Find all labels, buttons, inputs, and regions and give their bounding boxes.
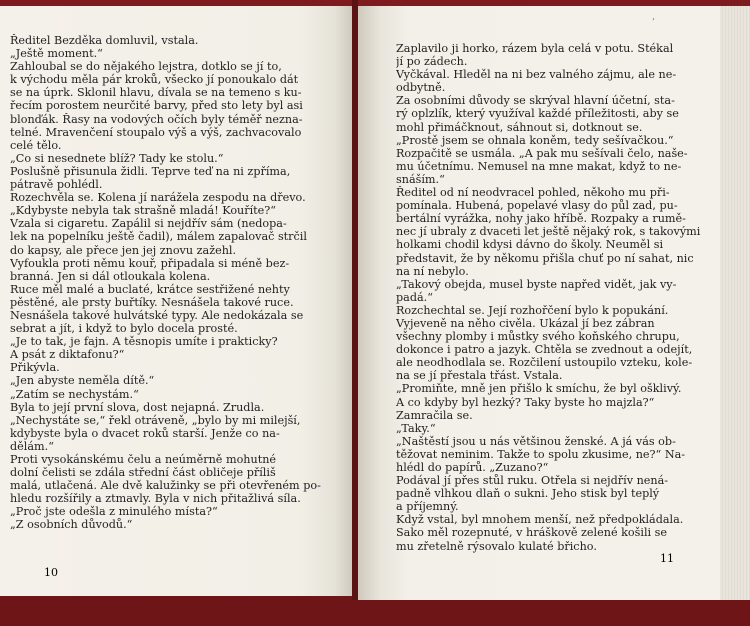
text-line: Když vstal, byl mnohem menší, než předpokládala. [396, 513, 684, 527]
text-line: celé tělo. [10, 138, 62, 152]
text-line: mohl přimáčknout, sáhnout si, dotknout se. [396, 120, 643, 134]
text-line: Rozchechtal se. Její rozhořčení bylo k popukání. [396, 303, 669, 317]
text-line: hledu rozšířily a ztmavly. Byla v nich přitažlivá síla. [10, 492, 301, 506]
text-line: „Kdybyste nebyla tak strašně mladá! Kouříte?“ [10, 204, 277, 218]
text-line: Rozechvěla se. Kolena jí narážela zespodu na dřevo. [10, 191, 306, 205]
text-line: „Je to tak, je fajn. A těsnopis umíte i prakticky? [10, 335, 278, 349]
text-line: „Prostě jsem se ohnala koněm, tedy sešívačkou.“ [396, 133, 674, 147]
text-line: kdybyste byla o dvacet roků starší. Jenže co na- [10, 426, 280, 440]
text-line: odbytně. [396, 81, 446, 95]
text-line: Nesnášela takové hulvátské typy. Ale nedokázala se [10, 308, 304, 322]
text-line: „Promiňte, mně jen přišlo k smíchu, že byl ošklivý. [396, 382, 682, 396]
text-line: blonďák. Řasy na vodových očích byly téměř nezna- [10, 112, 303, 126]
text-line: jí po zádech. [396, 55, 468, 69]
text-line: a příjemný. [396, 500, 459, 514]
right-page-number: 11 [660, 552, 674, 565]
text-line: holkami chodil kdysi dávno do školy. Neuměl si [396, 238, 664, 252]
text-line: Poslušně přisunula židli. Teprve teď na ni zpříma, [10, 164, 291, 178]
text-line: Ředitel Bezděka domluvil, vstala. [10, 34, 199, 47]
text-line: „Proč jste odešla z minulého místa?“ [10, 505, 218, 519]
text-line: A co kdyby byl hezký? Taky byste ho majzla?“ [396, 395, 655, 409]
text-line: Vyfoukla proti němu kouř, připadala si méně bez- [10, 256, 290, 270]
text-line: pomínala. Hubená, popelavé vlasy do půl zad, pu- [396, 199, 678, 213]
text-line: A psát z diktafonu?“ [10, 348, 125, 362]
text-line: „Takový obejda, musel byste napřed vidět, jak vy- [396, 277, 677, 291]
text-line: Sako měl rozepnuté, v hráškově zelené košili se [396, 526, 668, 540]
text-line: dělám.“ [10, 439, 54, 453]
text-line: „Naštěstí jsou u nás většinou ženské. A já vás ob- [396, 434, 676, 448]
text-line: „Zatím se nechystám.“ [10, 387, 139, 401]
text-line: „Z osobních důvodů.“ [10, 518, 133, 532]
right-page [358, 6, 720, 600]
text-line: „Nechystáte se,“ řekl otráveně, „bylo by mi milejší, [10, 413, 301, 427]
text-line: těžovat neminim. Takže to spolu zkusime, ne?“ Na- [396, 447, 686, 461]
left-page [0, 6, 352, 596]
text-line: Ředitel od ní neodvracel pohled, někoho mu při- [396, 186, 670, 200]
text-line: Vyjeveně na něho civěla. Ukázal jí bez zábran [396, 316, 655, 330]
text-line: pátravě pohlédl. [10, 178, 103, 192]
text-line: všechny plomby i můstky svého koňského chrupu, [396, 330, 680, 344]
text-line: „Taky.“ [396, 421, 436, 435]
text-line: na ní nebylo. [396, 264, 469, 278]
text-line: pěstěné, ale prsty buřtíky. Nesnášela takové ruce. [10, 295, 294, 309]
left-page-text [10, 34, 334, 532]
text-line: lek na popelníku ještě čadil), málem zapalovač strčil [10, 230, 307, 244]
text-line: „Ještě moment.“ [10, 47, 103, 61]
text-line: bertální vyrážka, nohy jako hříbě. Rozpaky a rumě- [396, 212, 686, 226]
text-line: hlédl do papírů. „Zuzano?“ [396, 461, 549, 474]
book-cover-edge [0, 596, 750, 626]
text-line: telné. Mravenčení stoupalo výš a výš, zachvacovalo [10, 125, 302, 139]
text-line: dokonce i patro a jazyk. Chtěla se zvednout a odejít, [396, 343, 693, 357]
text-line: „Jen abyste neměla dítě.“ [10, 374, 155, 388]
text-line: Zahloubal se do nějakého lejstra, dotklo se jí to, [10, 60, 282, 74]
right-page-text [396, 42, 708, 553]
text-line: padně vlhkou dlaň o sukni. Jeho stisk byl teplý [396, 487, 660, 501]
text-line: rý oplzlík, který využíval každé příležitosti, aby se [396, 107, 679, 121]
text-line: Podával jí přes stůl ruku. Otřela si nejdřív nená- [396, 474, 669, 488]
text-line: Ruce měl malé a buclaté, krátce sestřižené nehty [10, 282, 290, 296]
text-line: Byla to její první slova, dost nejapná. Zrudla. [10, 400, 265, 414]
text-line: Zaplavilo ji horko, rázem byla celá v potu. Stékal [396, 42, 674, 55]
text-line: se na úprk. Sklonil hlavu, dívala se na temeno s ku- [10, 86, 302, 100]
text-line: sebrat a jít, i když to bylo docela prosté. [10, 322, 238, 336]
text-line: Vyčkával. Hleděl na ni bez valného zájmu, ale ne- [396, 68, 677, 82]
text-line: do kapsy, ale přece jen jej znovu zažehl. [10, 243, 237, 257]
text-line: ale neodhodlala se. Rozčilení ustoupilo vzteku, kole- [396, 356, 693, 370]
corner-mark: ’ [652, 18, 655, 28]
text-line: dolní čelisti se zdála střední část obličeje příliš [10, 466, 276, 480]
text-line: představit, že by někomu přišla chuť po ní sahat, nic [396, 251, 694, 265]
text-line: Zamračila se. [396, 408, 473, 422]
text-line: „Co si nesednete blíž? Tady ke stolu.“ [10, 151, 224, 165]
text-line: snáším.“ [396, 172, 445, 186]
text-line: malá, utlačená. Ale dvě kalužinky se při otevřeném po- [10, 479, 321, 493]
text-line: branná. Jen si dál otloukala kolena. [10, 269, 211, 283]
text-line: mu zřetelně rýsovalo kulaté břicho. [396, 539, 597, 553]
text-line: Za osobními důvody se skrýval hlavní účetní, sta- [396, 94, 675, 108]
text-line: nec jí ubraly z dvaceti let ještě nějaký rok, s takovými [396, 225, 701, 239]
text-line: padá.“ [396, 290, 433, 304]
left-page-number: 10 [44, 566, 58, 579]
text-line: Přikývla. [10, 361, 60, 375]
text-line: na se jí přestala třást. Vstala. [396, 369, 563, 383]
text-line: k východu měla pár kroků, všecko jí ponoukalo dát [10, 73, 299, 87]
text-line: mu účetnímu. Nemusel na mne makat, když to ne- [396, 159, 682, 173]
page-edges [720, 6, 750, 600]
text-line: Vzala si cigaretu. Zapálil si nejdřív sám (nedopa- [10, 217, 287, 231]
text-line: Rozpačitě se usmála. „A pak mu sešívali čelo, naše- [396, 146, 688, 160]
text-line: Proti vysokánskému čelu a neúměrně mohutné [10, 453, 277, 466]
text-line: řecím porostem neurčité barvy, před sto lety byl asi [10, 99, 303, 113]
